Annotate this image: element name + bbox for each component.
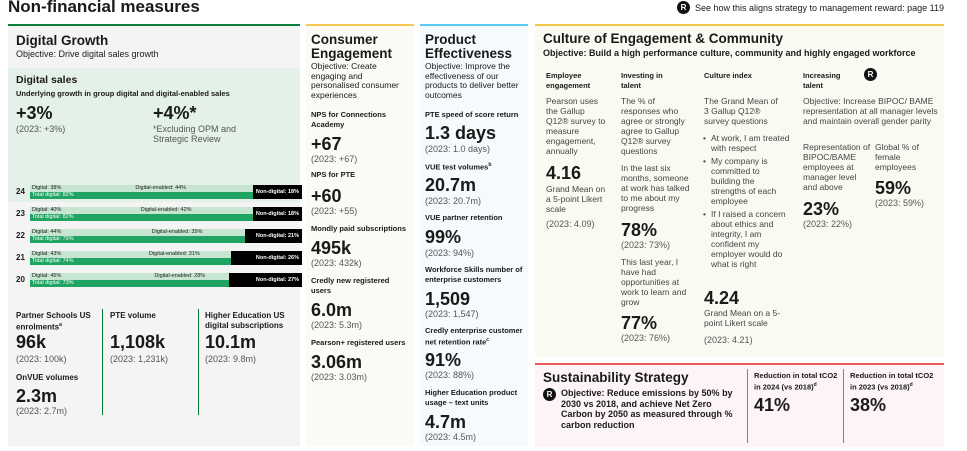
workforce-prior: (2023: 1,547)	[425, 309, 479, 319]
culture-panel	[535, 24, 944, 357]
reward-badge-icon[interactable]: R	[864, 68, 877, 81]
culture-index-bullet: • At work, I am treated with respect	[702, 133, 790, 153]
partner-schools-label: Partner Schools US enrolments$^a$	[16, 311, 91, 332]
divider	[747, 369, 748, 443]
digital-sales-title: Digital sales	[16, 74, 78, 86]
he-subscriptions-label: Higher Education US digital subscriptions	[205, 311, 285, 330]
consumer-objective: Objective: Create engaging and personalised consumer experiences	[311, 61, 399, 100]
mondly-value: 495k	[311, 238, 352, 258]
divider	[198, 309, 199, 415]
digital-sales-bar-row	[16, 185, 310, 199]
increasing-talent-header: Increasing talent	[803, 71, 841, 90]
pte-volume-label: PTE volume	[110, 311, 156, 320]
digital-growth-prior: (2023: +3%)	[16, 124, 66, 134]
total-digital-bar: Total digital: 82%	[30, 192, 253, 199]
credly-users-prior: (2023: 5.3m)	[311, 320, 363, 330]
vue-volumes-label: VUE test volumes$^b$	[425, 162, 492, 172]
bar-year-label: 21	[16, 253, 25, 262]
workforce-label: Workforce Skills number of enterprise customers	[425, 265, 523, 284]
digital-enabled-bar: Digital-enabled: 31%	[147, 251, 231, 258]
digital-growth-objective: Objective: Drive digital sales growth	[16, 49, 159, 59]
total-digital-bar: Total digital: 79%	[30, 236, 245, 243]
vue-volumes-value: 20.7m	[425, 175, 477, 195]
vue-retention-value: 99%	[425, 227, 462, 247]
digital-growth-heading: Digital Growth	[16, 33, 109, 48]
pte-speed-label: PTE speed of score return	[425, 110, 519, 119]
mondly-label: Mondly paid subscriptions	[311, 224, 407, 233]
non-digital-bar: Non-digital: 21%	[245, 229, 302, 243]
credly-enterprise-label: Credly enterprise customer net retention rate$^c$	[425, 326, 523, 346]
investing-talent-v1: 78%	[621, 220, 658, 240]
non-digital-bar: Non-digital: 26%	[231, 251, 302, 265]
he-subscriptions-prior: (2023: 9.8m)	[205, 354, 257, 364]
digital-sales-box	[8, 68, 300, 202]
reference-text: See how this aligns strategy to management reward: page 119	[695, 2, 944, 13]
investing-talent-desc: The % of responses who agree or strongly agree to Gallup Q12® survey questions	[621, 96, 685, 156]
increasing-talent-desc: Objective: Increase BIPOC/ BAME representation at all manager levels and maintain overall gender parity	[803, 96, 938, 126]
investing-talent-header: Investing in talent	[621, 71, 663, 90]
nps-pte-label: NPS for PTE	[311, 170, 356, 179]
representation-value: 23%	[803, 199, 840, 219]
digital-bar: Digital: 44%	[30, 229, 150, 236]
pte-speed-value: 1.3 days	[425, 123, 497, 143]
digital-sales-subtitle: Underlying growth in group digital and digital-enabled sales	[16, 89, 230, 98]
partner-schools-prior: (2023: 100k)	[16, 354, 67, 364]
culture-index-bullet: • My company is committed to building the strengths of each employee	[702, 156, 790, 206]
reward-badge-icon: R	[677, 1, 690, 14]
nps-pte-prior: (2023: +55)	[311, 206, 358, 216]
culture-index-desc: The Grand Mean of 3 Gallup Q12® survey questions	[704, 96, 778, 126]
total-digital-bar: Total digital: 82%	[30, 214, 253, 221]
investing-talent-q1: In the last six months, someone at work has talked to me about my progress	[621, 163, 690, 213]
total-digital-bar: Total digital: 73%	[30, 280, 229, 287]
mondly-prior: (2023: 432k)	[311, 258, 362, 268]
credly-users-value: 6.0m	[311, 300, 353, 320]
partner-schools-value: 96k	[16, 332, 47, 352]
pte-volume-value: 1,108k	[110, 332, 166, 352]
product-heading: Product Effectiveness	[425, 32, 513, 61]
onvue-label: OnVUE volumes	[16, 373, 79, 382]
digital-bar: Digital: 43%	[30, 251, 147, 258]
culture-objective: Objective: Build a high performance culture, community and highly engaged workforce	[543, 48, 916, 58]
vue-volumes-prior: (2023: 20.7m)	[425, 196, 482, 206]
digital-bar: Digital: 40%	[30, 207, 139, 214]
management-reward-reference[interactable]	[677, 1, 944, 14]
digital-growth-adjusted-value: +4%*	[153, 103, 197, 123]
pte-speed-prior: (2023: 1.0 days)	[425, 144, 491, 154]
he-usage-label: Higher Education product usage – text units	[425, 388, 518, 407]
employee-engagement-value: 4.16	[546, 163, 582, 183]
digital-sales-bar-row	[16, 207, 310, 221]
pearson-plus-value: 3.06m	[311, 352, 363, 372]
culture-index-bullets	[702, 133, 790, 272]
digital-sales-bar-row	[16, 251, 310, 265]
pte-volume-prior: (2023: 1,231k)	[110, 354, 169, 364]
non-digital-bar: Non-digital: 18%	[253, 185, 302, 199]
emissions-2024-value: 41%	[754, 395, 791, 415]
investing-talent-p2: (2023: 76%)	[621, 333, 671, 343]
onvue-prior: (2023: 2.7m)	[16, 406, 68, 416]
digital-growth-panel	[8, 24, 300, 446]
vue-retention-prior: (2023: 94%)	[425, 248, 475, 258]
culture-index-value-desc: Grand Mean on a 5-point Likert scale	[704, 308, 781, 328]
digital-bar: Digital: 45%	[30, 273, 152, 280]
representation-label: Representation of BIPOC/BAME employees at manager level and above	[803, 142, 871, 192]
onvue-value: 2.3m	[16, 386, 58, 406]
digital-sales-bar-row	[16, 229, 310, 243]
digital-enabled-bar: Digital-enabled: 35%	[150, 229, 245, 236]
sustainability-heading: Sustainability Strategy	[543, 370, 689, 385]
emissions-2024-label: Reduction in total tCO2 in 2024 (vs 2018)$^d$	[754, 371, 838, 391]
total-digital-bar: Total digital: 74%	[30, 258, 231, 265]
investing-talent-v2: 77%	[621, 313, 658, 333]
bar-year-label: 23	[16, 209, 25, 218]
emissions-2023-label: Reduction in total tCO2 in 2023 (vs 2018)$^d$	[850, 371, 934, 391]
non-digital-bar: Non-digital: 18%	[253, 207, 302, 221]
divider	[102, 309, 103, 415]
employee-engagement-prior: (2023: 4.09)	[546, 219, 595, 229]
culture-index-bullet: • If I raised a concern about ethics and integrity, I am confident my employer would do what is right	[702, 209, 790, 269]
culture-heading: Culture of Engagement & Community	[543, 31, 784, 46]
he-subscriptions-value: 10.1m	[205, 332, 257, 352]
divider	[843, 369, 844, 443]
digital-enabled-bar: Digital-enabled: 28%	[152, 273, 228, 280]
product-effectiveness-panel	[420, 24, 528, 446]
he-usage-value: 4.7m	[425, 412, 467, 432]
product-objective: Objective: Improve the effectiveness of our products to deliver better outcomes	[425, 61, 519, 100]
bar-year-label: 22	[16, 231, 25, 240]
digital-enabled-bar: Digital-enabled: 42%	[139, 207, 253, 214]
credly-users-label: Credly new registered users	[311, 276, 390, 295]
workforce-value: 1,509	[425, 289, 471, 309]
investing-talent-p1: (2023: 73%)	[621, 240, 671, 250]
non-digital-bar: Non-digital: 27%	[229, 273, 302, 287]
female-employees-value: 59%	[875, 178, 912, 198]
culture-index-header: Culture index	[704, 71, 752, 80]
nps-academy-value: +67	[311, 134, 342, 154]
bar-year-label: 20	[16, 275, 25, 284]
sustainability-panel	[535, 363, 944, 447]
credly-enterprise-prior: (2023: 88%)	[425, 370, 475, 380]
vue-retention-label: VUE partner retention	[425, 213, 503, 222]
nps-pte-value: +60	[311, 186, 342, 206]
digital-sales-bars	[16, 185, 302, 295]
nps-academy-prior: (2023: +67)	[311, 154, 358, 164]
bar-year-label: 24	[16, 187, 25, 196]
page-title: Non-financial measures	[8, 0, 200, 16]
consumer-heading: Consumer Engagement	[311, 32, 393, 61]
credly-enterprise-value: 91%	[425, 350, 462, 370]
digital-growth-adjusted-note: *Excluding OPM and Strategic Review	[153, 124, 237, 144]
employee-engagement-desc: Pearson uses the Gallup Q12® survey to measure engagement, annually	[546, 96, 606, 156]
female-employees-label: Global % of female employees	[875, 142, 919, 172]
emissions-2023-value: 38%	[850, 395, 887, 415]
he-usage-prior: (2023: 4.5m)	[425, 432, 477, 442]
female-employees-prior: (2023: 59%)	[875, 198, 925, 208]
employee-engagement-value-desc: Grand Mean on a 5-point Likert scale	[546, 184, 606, 214]
pearson-plus-label: Pearson+ registered users	[311, 338, 406, 347]
culture-index-value: 4.24	[704, 288, 740, 308]
representation-prior: (2023: 22%)	[803, 219, 853, 229]
sustainability-objective: Objective: Reduce emissions by 50% by 2030 vs 2018, and achieve Net Zero Carbon by 2050 as measured through % carbon reduction	[561, 388, 733, 430]
digital-sales-bar-row	[16, 273, 310, 287]
reward-badge-icon[interactable]: R	[543, 388, 556, 401]
pearson-plus-prior: (2023: 3.03m)	[311, 372, 368, 382]
consumer-engagement-panel	[306, 24, 414, 446]
digital-bar: Digital: 38%	[30, 185, 133, 192]
culture-index-prior: (2023: 4.21)	[704, 335, 753, 345]
digital-growth-value: +3%	[16, 103, 53, 123]
digital-enabled-bar: Digital-enabled: 44%	[133, 185, 253, 192]
nps-academy-label: NPS for Connections Academy	[311, 110, 387, 129]
employee-engagement-header: Employee engagement	[546, 71, 591, 90]
investing-talent-q2: This last year, I have had opportunities at work to learn and grow	[621, 257, 687, 307]
